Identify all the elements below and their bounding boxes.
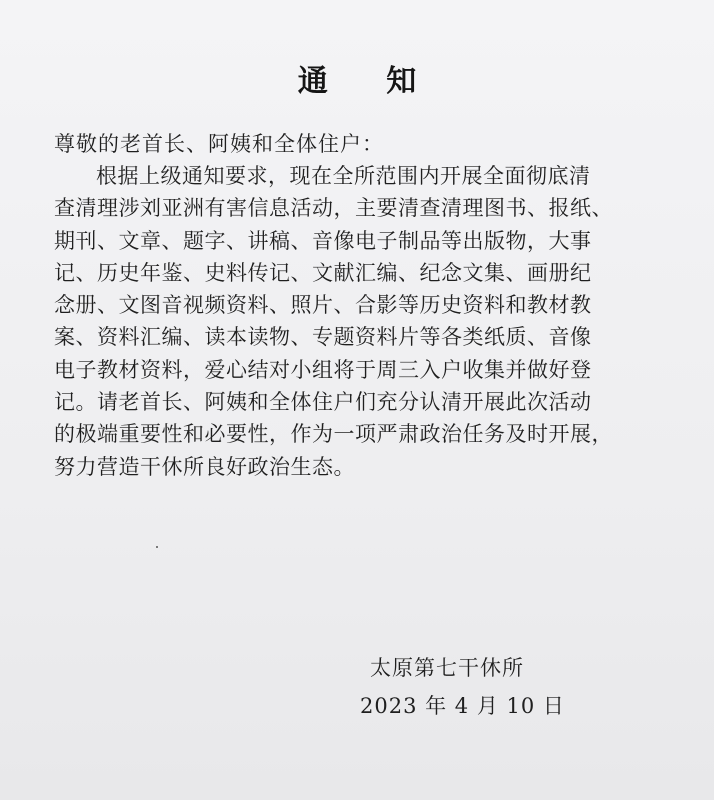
body-line: 电子教材资料，爱心结对小组将于周三入户收集并做好登 <box>54 357 592 382</box>
body-line: 案、资料汇编、读本读物、专题资料片等各类纸质、音像 <box>54 325 592 350</box>
notice-title: 通 知 <box>297 64 441 99</box>
body-line: 根据上级通知要求，现在全所范围内开展全面彻底清 <box>96 164 591 188</box>
body-line: 记。请老首长、阿姨和全体住户们充分认清开展此次活动 <box>54 390 592 415</box>
body-line: 期刊、文章、题字、讲稿、音像电子制品等出版物，大事 <box>54 228 592 253</box>
notice-salutation: 尊敬的老首长、阿姨和全体住户： <box>54 132 384 156</box>
body-line: 的极端重要性和必要性，作为一项严肃政治任务及时开展， <box>54 422 613 447</box>
body-line: 记、历史年鉴、史料传记、文献汇编、纪念文集、画册纪 <box>54 260 592 285</box>
body-line: 念册、文图音视频资料、照片、合影等历史资料和教材教 <box>54 293 592 318</box>
ink-speck <box>156 546 158 548</box>
issue-date: 2023 年 4 月 10 日 <box>360 694 565 718</box>
notice-body <box>54 160 694 483</box>
body-line: 努力营造干休所良好政治生态。 <box>54 454 355 479</box>
body-line: 查清理涉刘亚洲有害信息活动，主要清查清理图书、报纸、 <box>54 196 613 221</box>
issuer-signature: 太原第七干休所 <box>370 656 524 680</box>
